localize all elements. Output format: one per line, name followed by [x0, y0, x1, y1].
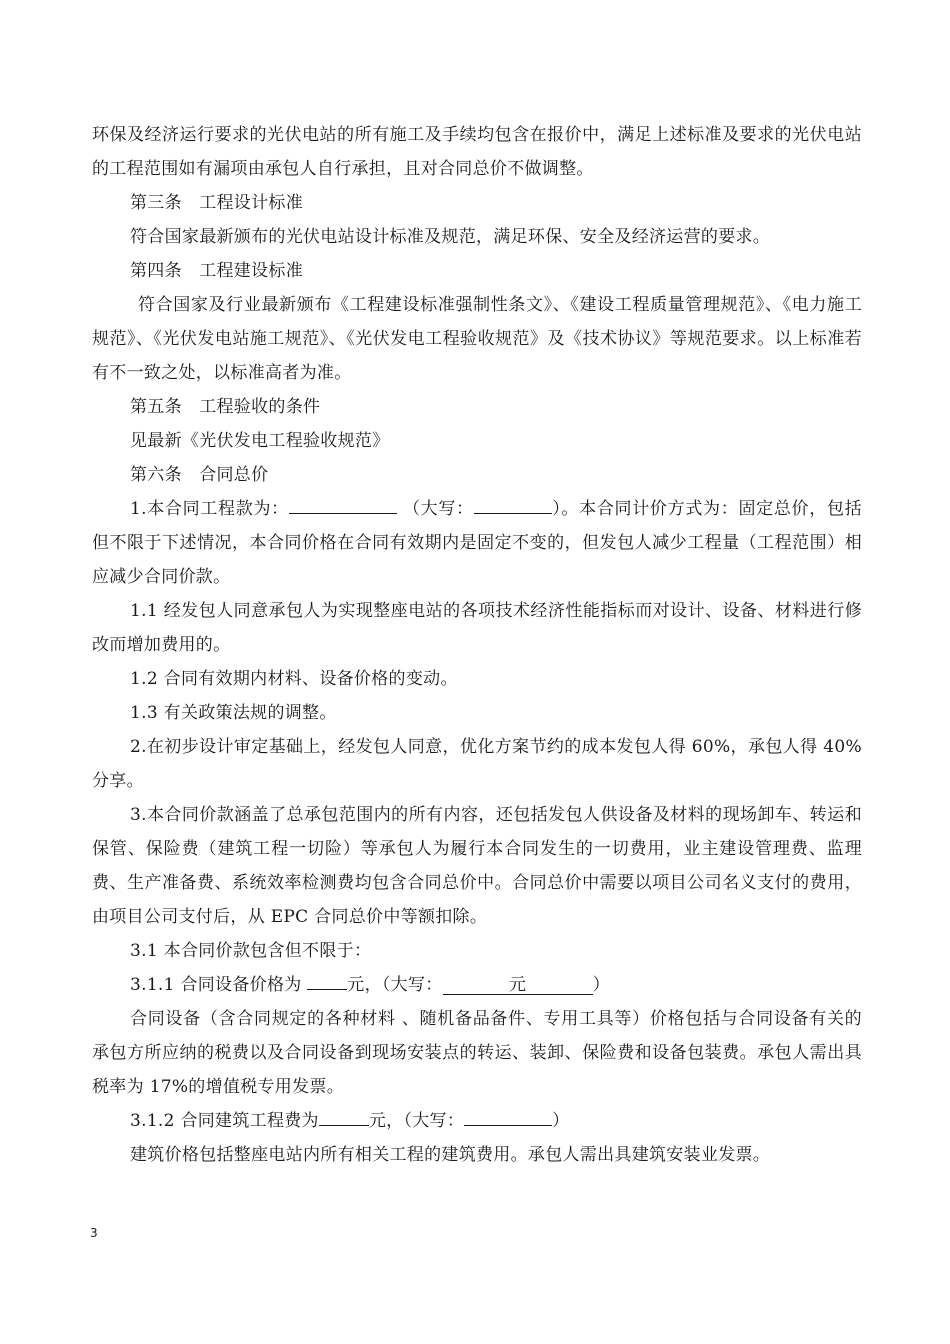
paragraph-text: 符合国家及行业最新颁布《工程建设标准强制性条文》、《建设工程质量管理规范》、《电力施工规范》、《光伏发电站施工规范》、《光伏发电工程验收规范》及《技术协议》等规范要求。以上标准若有不一致之处，以标准高者为准。: [92, 295, 862, 383]
paragraph-scope-continuation: [92, 118, 862, 186]
heading-text: 第三条 工程设计标准: [130, 193, 303, 213]
clause-1: [92, 492, 862, 594]
clause-text: 3.1 本合同价款包含但不限于：: [130, 941, 372, 961]
clause-text: 元，（大写：: [347, 975, 443, 995]
clause-text: 1.1 经发包人同意承包人为实现整座电站的各项技术经济性能指标而对设计、设备、材料进行修改而增加费用的。: [92, 601, 862, 655]
clause-text: 2.在初步设计审定基础上，经发包人同意，优化方案节约的成本发包人得 60%，承包人得 40%分享。: [92, 737, 862, 791]
unit-yuan: 元: [508, 975, 527, 995]
clause-3-1-2: [92, 1104, 862, 1138]
clause-3-1-1: [92, 968, 862, 1002]
clause-3-1: [92, 934, 862, 968]
text-line: 环保及经济运行要求的光伏电站的所有施工及手续均包含在报价中，满足上述标准及要求的光伏电站的工程范围如有漏项由承包人自行承担，且对合同总价不做调整。: [92, 125, 862, 179]
paragraph-text: 见最新《光伏发电工程验收规范》: [130, 431, 390, 451]
article-3-body: [92, 220, 862, 254]
article-4-heading: [92, 254, 862, 288]
clause-text: 3.1.1 合同设备价格为: [130, 975, 302, 995]
clause-text: 3.本合同价款涵盖了总承包范围内的所有内容，还包括发包人供设备及材料的现场卸车、转运和保管、保险费（建筑工程一切险）等承包人为履行本合同发生的一切费用，业主建设管理费、监理费、生产准备费、系统效率检测费均包含合同总价中。合同总价中需要以项目公司名义支付的费用，由项目公司支付后，从 EPC 合同总价中等额扣除。: [92, 805, 862, 927]
construction-fee-words-blank: [464, 1105, 552, 1126]
equipment-price-blank: [307, 969, 347, 990]
contract-amount-blank: [289, 493, 397, 514]
article-5-heading: [92, 390, 862, 424]
clause-2: [92, 730, 862, 798]
clause-text: ）: [592, 975, 610, 995]
heading-text: 第六条 合同总价: [130, 465, 269, 485]
equipment-price-words-blank: [443, 974, 593, 995]
article-3-heading: [92, 186, 862, 220]
clause-text: 3.1.2 合同建筑工程费为: [130, 1111, 319, 1131]
clause-1-3: [92, 696, 862, 730]
construction-price-detail: [92, 1138, 862, 1172]
heading-text: 第五条 工程验收的条件: [130, 397, 321, 417]
clause-text: 1.2 合同有效期内材料、设备价格的变动。: [130, 669, 458, 689]
contract-amount-words-blank: [474, 493, 552, 514]
paragraph-text: 符合国家最新颁布的光伏电站设计标准及规范，满足环保、安全及经济运营的要求。: [130, 227, 771, 247]
clause-text: 元，（大写：: [368, 1111, 465, 1131]
heading-text: 第四条 工程建设标准: [130, 261, 303, 281]
paragraph-text: 合同设备（含合同规定的各种材料 、随机备品备件、专用工具等）价格包括与合同设备有关的承包方所应纳的税费以及合同设备到现场安装点的转运、装卸、保险费和设备包装费。承包人需出具税率为 17%的增值税专用发票。: [92, 1009, 862, 1097]
clause-1-2: [92, 662, 862, 696]
clause-text: ）。本合同计价方式为：固定总价，包括但不限于下述情况，本合同价格在合同有效期内是固定不变的，但发包人减少工程量（工程范围）相应减少合同价款。: [92, 499, 862, 587]
clause-3: [92, 798, 862, 934]
document-body: [92, 118, 862, 1172]
paragraph-text: 建筑价格包括整座电站内所有相关工程的建筑费用。承包人需出具建筑安装业发票。: [130, 1145, 771, 1165]
construction-fee-blank: [319, 1105, 369, 1126]
clause-text: ）: [552, 1111, 570, 1131]
article-5-body: [92, 424, 862, 458]
clause-text: 1.3 有关政策法规的调整。: [130, 703, 337, 723]
article-4-body: [92, 288, 862, 390]
clause-1-1: [92, 594, 862, 662]
article-6-heading: [92, 458, 862, 492]
equipment-price-detail: [92, 1002, 862, 1104]
clause-text: （大写：: [402, 499, 474, 519]
clause-text: 1.本合同工程款为：: [130, 499, 289, 519]
page-number: 3: [90, 1226, 98, 1240]
